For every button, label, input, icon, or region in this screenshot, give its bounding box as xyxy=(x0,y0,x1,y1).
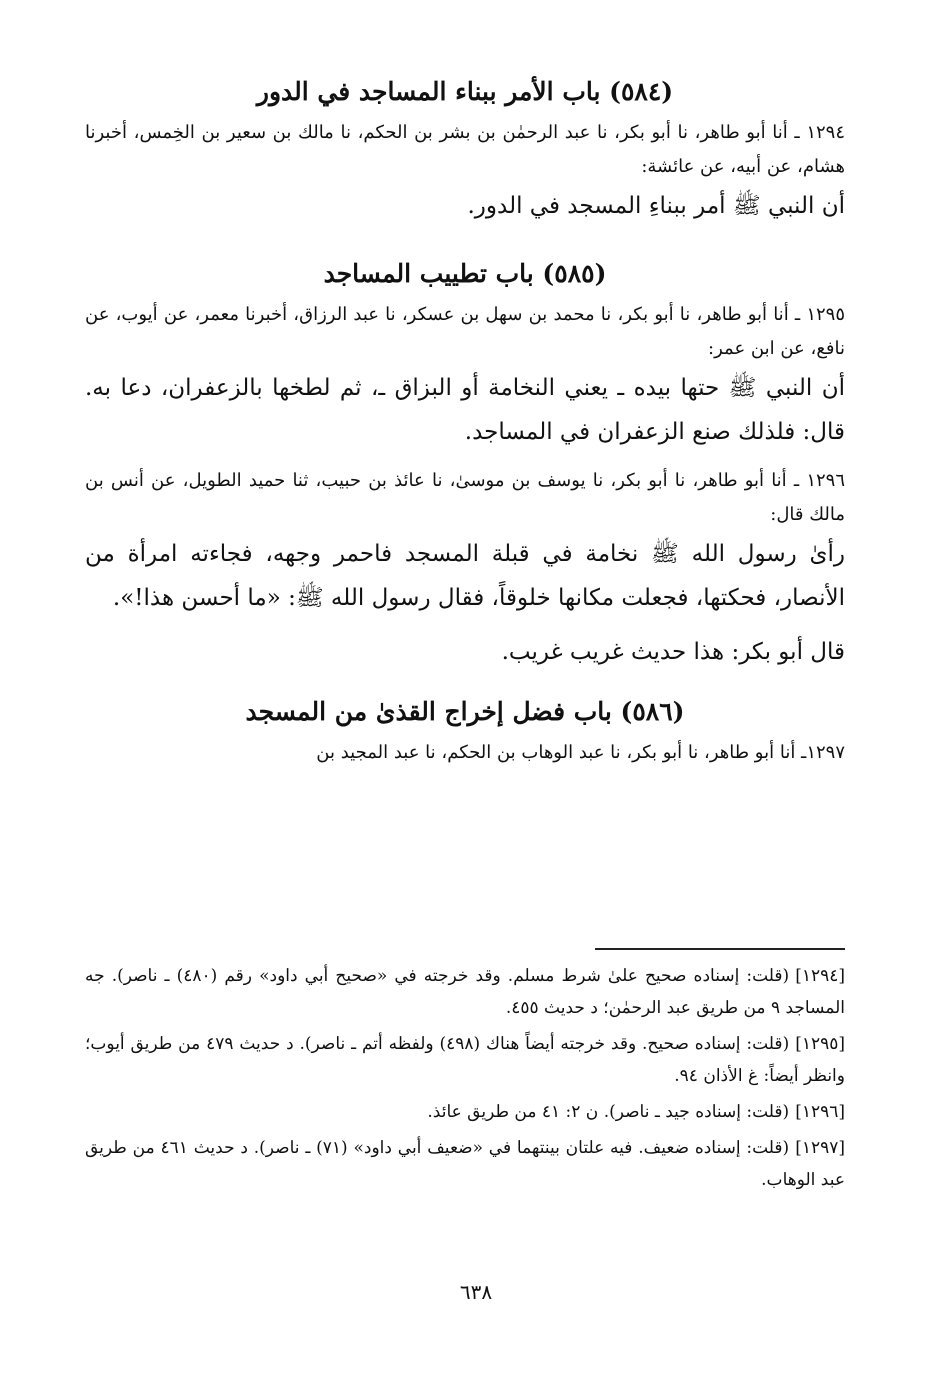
footnote-text: (قلت: إسناده صحيح علىٰ شرط مسلم. وقد خرجته في «صحيح أبي داود» رقم (٤٨٠) ـ ناصر). جه المساجد ٩ من طريق عبد الرحمٰن؛ د حديث ٤٥٥. xyxy=(85,966,845,1018)
footnote-text: (قلت: إسناده ضعيف. فيه علتان بينتهما في «ضعيف أبي داود» (٧١) ـ ناصر). د حديث ٤٦١ من طريق عبد الوهاب. xyxy=(85,1138,845,1190)
footnote-1294 xyxy=(85,960,845,1024)
footnotes xyxy=(85,960,845,1200)
page-number: ٦٣٨ xyxy=(459,1280,493,1304)
chapter-heading-585: (٥٨٥) باب تطييب المساجد xyxy=(323,259,607,288)
hadith-1295-isnad: ١٢٩٥ ـ أنا أبو طاهر، نا أبو بكر، نا محمد بن سهل بن عسكر، نا عبد الرزاق، أخبرنا معمر، عن أيوب، عن نافع، عن ابن عمر: xyxy=(85,304,845,359)
footnote-text: (قلت: إسناده جيد ـ ناصر). ن ٢: ٤١ من طريق عائذ. xyxy=(427,1102,790,1122)
chapter-heading-584: (٥٨٤) باب الأمر ببناء المساجد في الدور xyxy=(256,77,674,106)
hadith-1296-comment: قال أبو بكر: هذا حديث غريب غريب. xyxy=(501,639,845,665)
footnote-tag: [١٢٩٤] xyxy=(795,966,845,986)
footnote-text: (قلت: إسناده صحيح. وقد خرجته أيضاً هناك (٤٩٨) ولفظه أتم ـ ناصر). د حديث ٤٧٩ من طريق أيوب؛ وانظر أيضاً: غ الأذان ٩٤. xyxy=(85,1034,845,1086)
hadith-1294-matn: أن النبي ﷺ أمر ببناءِ المسجد في الدور. xyxy=(467,193,845,219)
footnote-1296 xyxy=(85,1096,845,1128)
hadith-1295-matn: أن النبي ﷺ حتها بيده ـ يعني النخامة أو البزاق ـ، ثم لطخها بالزعفران، دعا به. قال: فلذلك صنع الزعفران في المساجد. xyxy=(85,375,845,445)
hadith-1296-matn: رأىٰ رسول الله ﷺ نخامة في قبلة المسجد فاحمر وجهه، فجاءته امرأة من الأنصار، فحكتها، فجعلت مكانها خلوقاً، فقال رسول الله ﷺ: «ما أحسن هذا!». xyxy=(85,541,845,611)
footnote-tag: [١٢٩٦] xyxy=(795,1102,845,1122)
chapter-heading-586: (٥٨٦) باب فضل إخراج القذىٰ من المسجد xyxy=(245,697,685,726)
hadith-1297-isnad: ١٢٩٧ـ أنا أبو طاهر، نا أبو بكر، نا عبد الوهاب بن الحكم، نا عبد المجيد بن xyxy=(316,742,845,763)
main-text xyxy=(85,72,845,770)
footnote-separator xyxy=(595,948,845,950)
hadith-1296-isnad: ١٢٩٦ ـ أنا أبو طاهر، نا أبو بكر، نا يوسف بن موسىٰ، نا عائذ بن حبيب، ثنا حميد الطويل، عن أنس بن مالك قال: xyxy=(85,470,845,525)
footnote-1295 xyxy=(85,1028,845,1092)
footnote-1297 xyxy=(85,1132,845,1196)
footnote-tag: [١٢٩٧] xyxy=(795,1138,845,1158)
footnote-tag: [١٢٩٥] xyxy=(795,1034,846,1054)
hadith-1294-isnad: ١٢٩٤ ـ أنا أبو طاهر، نا أبو بكر، نا عبد الرحمٰن بن بشر بن الحكم، نا مالك بن سعير بن الخِمس، أخبرنا هشام، عن أبيه، عن عائشة: xyxy=(85,122,845,177)
